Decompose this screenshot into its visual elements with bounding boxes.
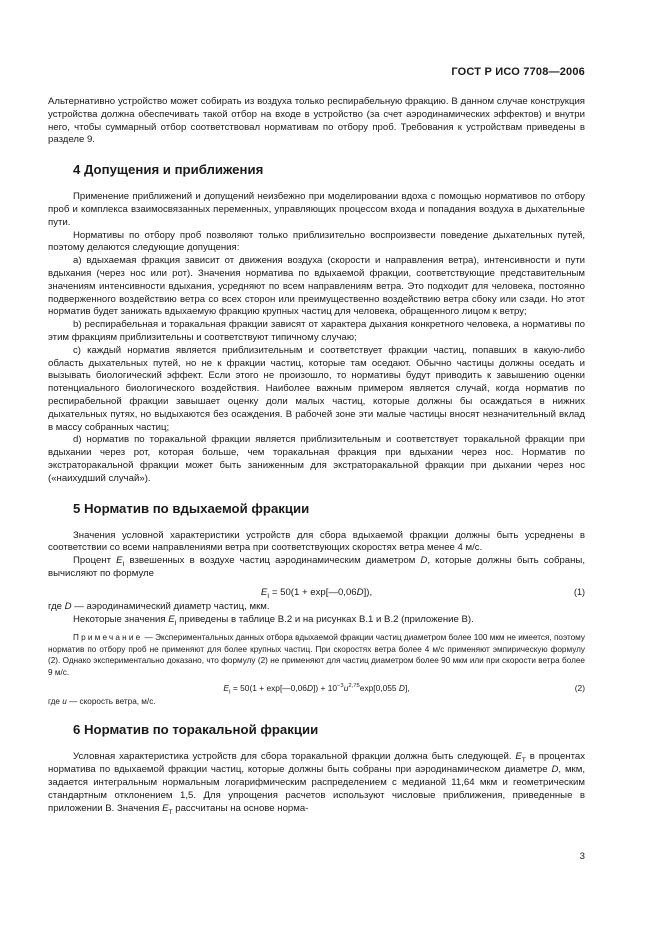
section-4-heading: 4 Допущения и приближения (73, 162, 264, 178)
section-6-paragraph-1: Условная характеристика устройств для сбора торакальной фракции должна быть следующей. $E_T$ в процентах норматива по вдыхаемой фракции частиц, которые должны быть собраны при аэродинамическом диаметре D, мкм, задается интегральным нормальным логарифмическим распределением с медианой 11,64 мкм и геометрическим стандартным отклонением 1,5. Для упрощения расчетов используют числовые приближения, приведенные в приложении В. Значения $E_T$ рассчитаны на основе норма- (48, 751, 586, 816)
section-4-paragraph-2: Нормативы по отбору проб позволяют только приблизительно воспроизвести поведение дыхательных путей, поэтому делаются следующие допущения: (48, 229, 585, 254)
section-5-paragraph-2: Процент $E_I$ взвешенных в воздухе частиц аэродинамическим диаметром D, которые должны быть собраны, вычисляют по формуле (48, 555, 585, 579)
formula-2-number: (2) (574, 682, 585, 693)
section-4-item-a: а) вдыхаемая фракция зависит от движения воздуха (скорости и направления ветра), интенсивности и пути вдыхания (через нос или рот). Значения норматива по вдыхаемой фракции, соответствующие представительным значениям интенсивности вдыхания, усредняют по всем направлениям ветра. Это подходит для человека, постоянно подверженного воздействию ветра со всех сторон или преимущественно воздействию ветра сбоку или сзади. Но этот норматив будет занижать вдыхаемую фракцию крупных частиц для человека, обращенного лицом к ветру; (48, 255, 585, 318)
section-4-item-b: b) респирабельная и торакальная фракции зависят от характера дыхания конкретного человека, а нормативы по этим фракциям приблизительны и соответствуют типичному случаю; (48, 319, 585, 343)
formula-1-where: где D — аэродинамический диаметр частиц, мкм. (48, 600, 270, 612)
formula-1: $E_I = 50(1$ + exp[—0,06D]), (1) (48, 584, 585, 601)
section-4-paragraph-1: Применение приближений и допущений неизбежно при моделировании вдоха с помощью нормативов по отбору проб и комплекса взаимосвязанных переменных, управляющих процессом входа и попадания воздуха в дыхательные пути. (48, 191, 585, 228)
section-5-paragraph-3: Некоторые значения $E_I$ приведены в таблице В.2 и на рисунках В.1 и В.2 (приложение В). (73, 613, 474, 627)
intro-paragraph: Альтернативно устройство может собирать из воздуха только респирабельную фракцию. В данном случае конструкция устройства должна обеспечивать такой отбор на входе в устройство (за счет аэродинамических эффектов) и внутри него, чтобы суммарный отбор соответствовал нормативам по отбору проб. Требования к устройствам приведены в разделе 9. (48, 96, 585, 146)
section-5-heading: 5 Норматив по вдыхаемой фракции (73, 500, 310, 516)
page-number: 3 (579, 851, 585, 862)
section-4-item-d: d) норматив по торакальной фракции является приблизительным и соответствует торакальной фракции при вдыхании через рот, которая больше, чем торакальная фракция при вдыхании через нос. Норматив по экстраторакальной фракции может быть заниженным для экстраторакальной фракции при дыхании через нос («наихудший случай»). (48, 434, 585, 484)
formula-1-number: (1) (574, 586, 585, 597)
section-5-paragraph-1: Значения условной характеристики устройств для сбора вдыхаемой фракции должны быть усреднены в соответствии со всеми направлениями ветра при соответствующих скоростях ветра менее 4 м/с. (48, 529, 585, 554)
page-content (48, 96, 585, 815)
formula-2: $E_I = 50(1$ + exp[—0,06D]) + $10^{-3}u^{2,75}\exp[0,055$ D], (2) (223, 682, 585, 696)
section-5-note: Примечание — Экспериментальных данных отбора вдыхаемой фракции частиц диаметром более 100 мкм не имеется, поэтому норматив по отбору проб не применяют для более крупных частиц. При скоростях ветра более 4 м/с применяют эмпирическую формулу (2). Однако экспериментально доказано, что формулу (2) не применяют для частиц диаметром более 90 мкм или при скорости ветра более 9 м/с. (48, 633, 585, 677)
document-id-header: ГОСТ Р ИСО 7708—2006 (451, 66, 585, 78)
formula-2-where: где u — скорость ветра, м/с. (48, 696, 156, 706)
section-4-item-c: с) каждый норматив является приблизительным и соответствует фракции частиц, попавших в какую-либо область дыхательных путей, но не к фракции частиц, которые там оседают. Обычно частицы должны оседать и вызывать биологический эффект. Если этого не произошло, то нормативы будут приводить к завышению оценки потенциального биологического воздействия. Наиболее важным примером является случай, когда норматив по респирабельной фракции завышает оценку доли малых частиц, которые должны бы осаждаться в нижних дыхательных путях, но выдыхаются без осаждения. В рабочей зоне эти малые частицы вносят незначительный вклад в массу собранных частиц; (48, 344, 585, 433)
section-6-heading: 6 Норматив по торакальной фракции (73, 722, 319, 738)
